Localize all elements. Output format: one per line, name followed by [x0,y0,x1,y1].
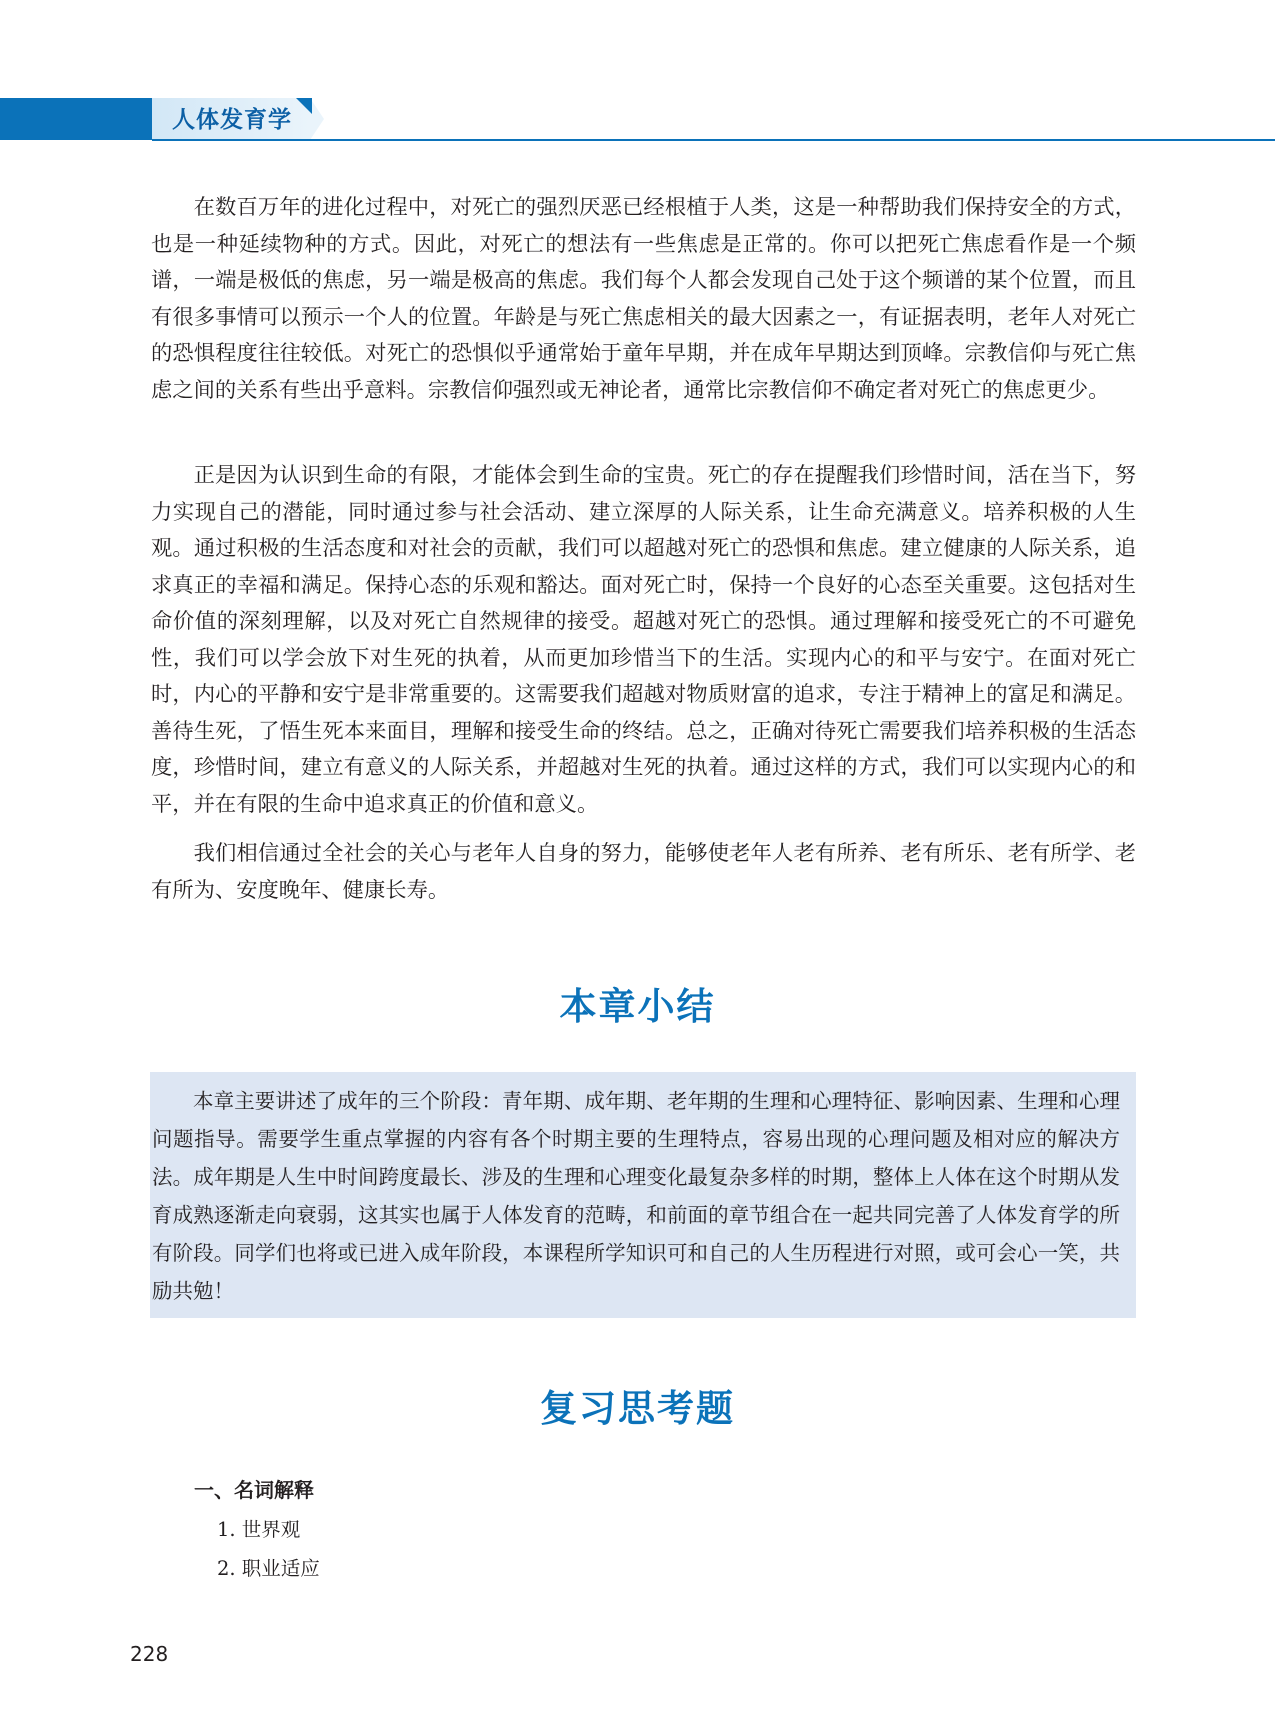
review-item: 2. 职业适应 [217,1557,320,1580]
chapter-summary-title: 本章小结 [559,985,716,1028]
review-questions-title: 复习思考题 [540,1387,735,1430]
header-band [0,98,152,140]
review-section-heading: 一、名词解释 [194,1478,314,1502]
header-corner-mark [296,98,312,114]
review-item: 1. 世界观 [217,1518,301,1541]
body-paragraph-2: 正是因为认识到生命的有限，才能体会到生命的宝贵。死亡的存在提醒我们珍惜时间，活在当下，努力实现自己的潜能，同时通过参与社会活动、建立深厚的人际关系，让生命充满意义。培养积极的人生观。通过积极的生活态度和对社会的贡献，我们可以超越对死亡的恐惧和焦虑。建立健康的人际关系，追求真正的幸福和满足。保持心态的乐观和豁达。面对死亡时，保持一个良好的心态至关重要。这包括对生命价值的深刻理解，以及对死亡自然规律的接受。超越对死亡的恐惧。通过理解和接受死亡的不可避免性，我们可以学会放下对生死的执着，从而更加珍惜当下的生活。实现内心的和平与安宁。在面对死亡时，内心的平静和安宁是非常重要的。这需要我们超越对物质财富的追求，专注于精神上的富足和满足。善待生死，了悟生死本来面目，理解和接受生命的终结。总之，正确对待死亡需要我们培养积极的生活态度，珍惜时间，建立有意义的人际关系，并超越对生死的执着。通过这样的方式，我们可以实现内心的和平，并在有限的生命中追求真正的价值和意义。 [151,463,1136,817]
body-paragraph-3: 我们相信通过全社会的关心与老年人自身的努力，能够使老年人老有所养、老有所乐、老有所学、老有所为、安度晚年、健康长寿。 [151,841,1136,903]
header-rule [152,139,1275,141]
book-title: 人体发育学 [172,107,292,133]
chapter-summary-text: 本章主要讲述了成年的三个阶段：青年期、成年期、老年期的生理和心理特征、影响因素、生理和心理问题指导。需要学生重点掌握的内容有各个时期主要的生理特点，容易出现的心理问题及相对应的解决方法。成年期是人生中时间跨度最长、涉及的生理和心理变化最复杂多样的时期，整体上人体在这个时期从发育成熟逐渐走向衰弱，这其实也属于人体发育的范畴，和前面的章节组合在一起共同完善了人体发育学的所有阶段。同学们也将或已进入成年阶段，本课程所学知识可和自己的人生历程进行对照，或可会心一笑，共励共勉！ [152,1089,1120,1303]
page-number: 228 [130,1642,169,1666]
body-paragraph-1: 在数百万年的进化过程中，对死亡的强烈厌恶已经根植于人类，这是一种帮助我们保持安全的方式，也是一种延续物种的方式。因此，对死亡的想法有一些焦虑是正常的。你可以把死亡焦虑看作是一个频谱，一端是极低的焦虑，另一端是极高的焦虑。我们每个人都会发现自己处于这个频谱的某个位置，而且有很多事情可以预示一个人的位置。年龄是与死亡焦虑相关的最大因素之一，有证据表明，老年人对死亡的恐惧程度往往较低。对死亡的恐惧似乎通常始于童年早期，并在成年早期达到顶峰。宗教信仰与死亡焦虑之间的关系有些出乎意料。宗教信仰强烈或无神论者，通常比宗教信仰不确定者对死亡的焦虑更少。 [151,195,1136,403]
